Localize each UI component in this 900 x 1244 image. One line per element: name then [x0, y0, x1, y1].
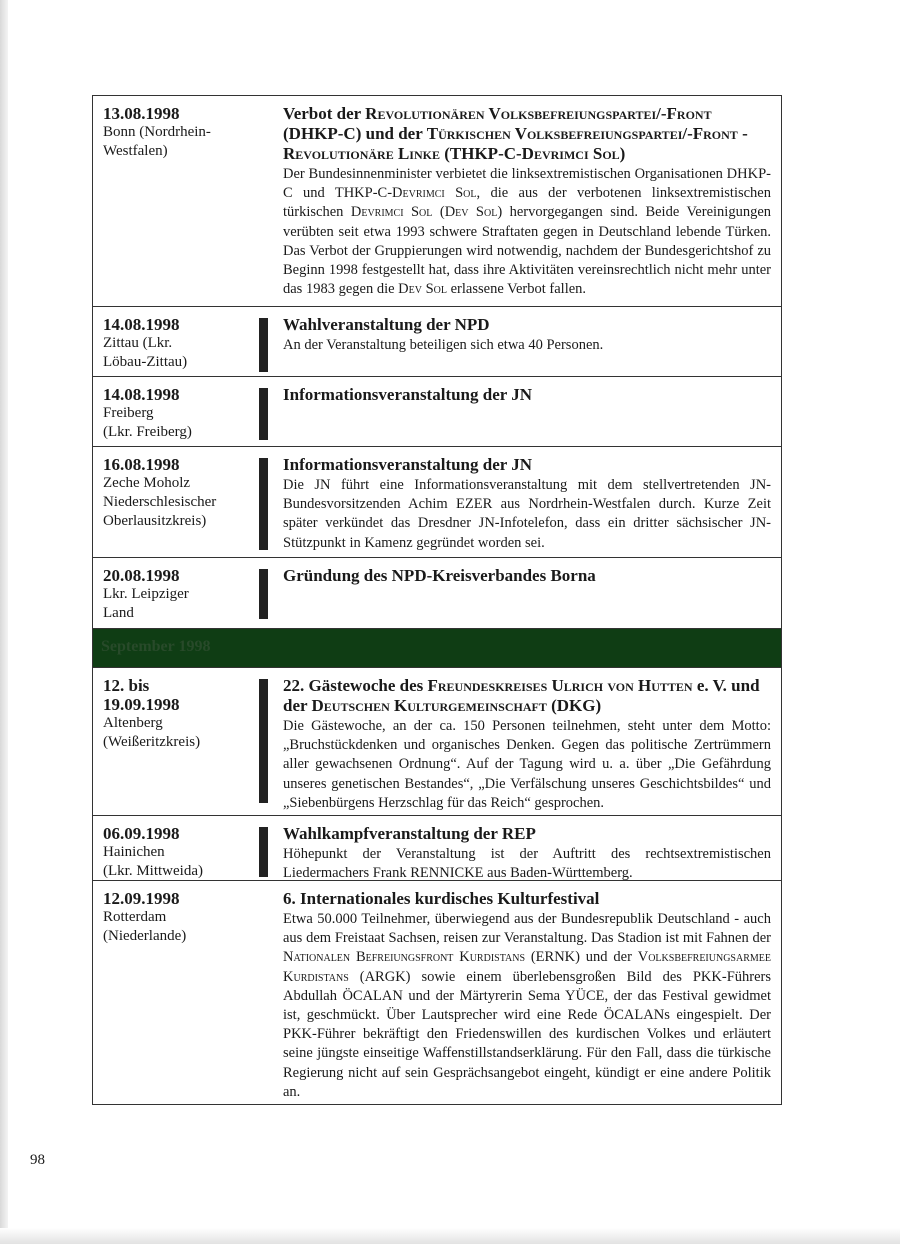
- small-caps-text: Revolutionären Volksbefreiungspartei/-Front: [365, 104, 712, 123]
- entry-row: [93, 446, 781, 557]
- entry-body: [283, 476, 771, 553]
- entry-location-line: Westfalen): [103, 143, 168, 159]
- entry-date-location: [93, 377, 247, 446]
- text-segment: e. V. und der: [283, 676, 760, 715]
- entry-title: [283, 385, 771, 405]
- entry-marker-column: [247, 816, 283, 880]
- scan-bottom-edge: [0, 1228, 900, 1244]
- text-segment: Informationsveranstaltung der JN: [283, 385, 533, 404]
- small-caps-text: Dev Sol: [444, 204, 498, 221]
- text-segment: -: [737, 124, 748, 143]
- entry-content: [283, 377, 781, 446]
- entry-marker-column: [247, 668, 283, 815]
- entry-content: [283, 307, 781, 376]
- text-segment: Verbot der: [283, 104, 366, 123]
- entry-marker-column: [247, 881, 283, 1104]
- text-segment: (: [432, 204, 445, 221]
- text-segment: 6. Internationales kurdisches Kulturfestival: [283, 889, 600, 908]
- entry-location-line: Altenberg: [103, 715, 163, 731]
- entry-location-line: (Niederlande): [103, 928, 187, 944]
- entry-title: [283, 824, 771, 844]
- text-segment: Die JN führt eine Informationsveranstaltung mit dem stellvertretenden JN-Bundesvorsitzenden Achim EZER aus Nordrhein-Westfalen durch. Kurze Zeit später verkündet das Dresdner JN-Infotelefon, dass ein dritter sächsischer JN-Stützpunkt in Kamenz gegründet worden sei.: [283, 477, 771, 551]
- entry-body: [283, 910, 771, 1102]
- entry-marker: [259, 458, 268, 550]
- entry-marker: [259, 569, 268, 619]
- entry-date-location: [93, 816, 247, 880]
- entry-location-line: Oberlausitzkreis): [103, 513, 207, 529]
- entry-date-location: [93, 447, 247, 557]
- entry-location-line: Bonn (Nordrhein-: [103, 124, 211, 140]
- entry-location-line: Zeche Moholz: [103, 475, 191, 491]
- entry-date-location: [93, 96, 247, 306]
- entry-body: [283, 336, 771, 355]
- entry-content: [283, 558, 781, 628]
- text-segment: (THKP-C-: [439, 144, 522, 163]
- small-caps-text: Revolutionäre Linke: [283, 144, 440, 163]
- entry-location-line: (Weißeritzkreis): [103, 734, 201, 750]
- entry-location-line: Löbau-Zittau): [103, 354, 188, 370]
- entry-date: 13.08.1998: [103, 104, 180, 123]
- entry-date: 06.09.1998: [103, 824, 180, 843]
- entry-location-line: Zittau (Lkr.: [103, 335, 173, 351]
- text-segment: An der Veranstaltung beteiligen sich etwa 40 Personen.: [283, 337, 604, 353]
- entry-marker: [259, 318, 268, 372]
- text-segment: ) hervorgegangen sind. Beide Vereinigungen verübten seit etwa 1993 schwere Straftaten gegen in Deutschland lebende Türken. Das Verbot der Gruppierungen wird notwendig, nachdem der Bundesgerichtshof zu Beginn 1998 festgestellt hat, dass ihre Aktivitäten vereinsrechtlich nicht mehr unter das 1983 gegen die: [283, 204, 772, 298]
- small-caps-text: Deutschen Kulturgemeinschaft: [311, 696, 547, 715]
- entry-date: 14.08.1998: [103, 315, 180, 334]
- entry-row: [93, 376, 781, 446]
- scan-page-edge: [0, 0, 8, 1244]
- entry-marker-column: [247, 447, 283, 557]
- entry-row: [93, 667, 781, 815]
- entry-date: 20.08.1998: [103, 566, 180, 585]
- chronology-table: [92, 95, 782, 1105]
- entry-location-line: Rotterdam: [103, 909, 167, 925]
- entry-marker-column: [247, 96, 283, 306]
- text-segment: Wahlveranstaltung der NPD: [283, 315, 490, 334]
- text-segment: Etwa 50.000 Teilnehmer, überwiegend aus der Bundesrepublik Deutschland - auch aus dem Freistaat Sachsen, reisen zur Veranstaltung. Das Stadion ist mit Fahnen der: [283, 911, 771, 947]
- text-segment: (ERNK) und der: [525, 949, 638, 966]
- entry-row: [93, 306, 781, 376]
- entry-location-line: Niederschlesischer: [103, 494, 217, 510]
- small-caps-text: Nationalen Befreiungsfront Kurdistans: [283, 949, 526, 966]
- entry-date-location: [93, 668, 247, 815]
- entry-title: [283, 566, 771, 586]
- entry-title: [283, 104, 771, 164]
- entry-date-location: [93, 881, 247, 1104]
- entry-content: [283, 96, 781, 306]
- entry-date-location: [93, 558, 247, 628]
- entry-location-line: Land: [103, 605, 134, 621]
- entry-row: [93, 815, 781, 880]
- small-caps-text: Devrimci Sol: [392, 185, 477, 202]
- entry-content: [283, 881, 781, 1104]
- small-caps-text: Dev Sol: [398, 281, 447, 298]
- text-segment: Gründung des NPD-Kreisverbandes Borna: [283, 566, 596, 585]
- entry-location-line: Lkr. Leipziger: [103, 586, 189, 602]
- entry-date: 16.08.1998: [103, 455, 180, 474]
- entry-row: [93, 880, 781, 1104]
- entry-body: [283, 165, 771, 299]
- text-segment: (DKG): [546, 696, 602, 715]
- text-segment: (DHKP-C) und der: [283, 124, 427, 143]
- text-segment: 22. Gästewoche des: [283, 676, 428, 695]
- small-caps-text: Freundeskreises Ulrich von Hutten: [427, 676, 693, 695]
- text-segment: erlassene Verbot fallen.: [447, 281, 587, 298]
- text-segment: Die Gästewoche, an der ca. 150 Personen teilnehmen, steht unter dem Motto: „Bruchstückdenken und organisches Denken. Gegen das politische Zertrümmern aller gewachsenen Ordnung“. Auf der Tagung wird u. a. über „Die Gefährdung unseres genetischen Bestandes“, „Die Verfälschung unseres Geschichtsbildes“ und „Siebenbürgens Herzschlag für das Reich“ gesprochen.: [283, 718, 771, 811]
- entry-title: [283, 889, 771, 909]
- text-segment: Informationsveranstaltung der JN: [283, 455, 533, 474]
- text-segment: ): [619, 144, 626, 163]
- text-segment: (ARGK) sowie einem überlebensgroßen Bild des PKK-Führers Abdullah ÖCALAN und der Märtyrerin Sema YÜCE, der das Festival gewidmet ist, geschmückt. Über Lautsprecher wird eine Rede ÖCALANs eingespielt. Der PKK-Führer bekräftigt den Friedenswillen des kurdischen Volkes und erläutert seine jüngste einseitige Waffenstillstandserklärung. Für den Fall, dass die türkische Regierung nicht auf sein Gesprächsangebot eingeht, kündigt er eine andere Politik an.: [283, 968, 771, 1100]
- entry-row: [93, 557, 781, 628]
- entry-body: [283, 717, 771, 813]
- entry-date: 12.09.1998: [103, 889, 180, 908]
- entry-marker-column: [247, 558, 283, 628]
- text-segment: Der Bundesinnenminister verbietet die linksextremistischen Organisationen DHKP-C und THKP-C-: [283, 166, 771, 202]
- small-caps-text: Türkischen Volksbefreiungspartei/-Front: [426, 124, 738, 143]
- entry-title: [283, 676, 771, 716]
- entry-date: 14.08.1998: [103, 385, 180, 404]
- entry-location-line: (Lkr. Freiberg): [103, 424, 192, 440]
- entry-title: [283, 315, 771, 335]
- entry-title: [283, 455, 771, 475]
- month-divider-bar: [93, 628, 781, 667]
- entry-location-line: Freiberg: [103, 405, 154, 421]
- text-segment: , die aus der verbotenen linksextremistischen türkischen: [283, 185, 771, 221]
- entry-date: 12. bis 19.09.1998: [103, 676, 180, 714]
- entry-content: [283, 816, 781, 880]
- entry-marker-column: [247, 307, 283, 376]
- small-caps-text: Volksbefreiungsarmee Kurdistans: [283, 949, 771, 985]
- text-segment: Wahlkampfveranstaltung der REP: [283, 824, 536, 843]
- text-segment: Höhepunkt der Veranstaltung ist der Auftritt des rechtsextremistischen Liedermachers Frank RENNICKE aus Baden-Württemberg.: [283, 846, 771, 882]
- entry-body: [283, 845, 771, 883]
- page-number: 98: [30, 1152, 45, 1168]
- entry-row: [93, 96, 781, 306]
- entry-marker: [259, 827, 268, 877]
- entry-location-line: (Lkr. Mittweida): [103, 863, 203, 879]
- entry-marker: [259, 679, 268, 803]
- month-label: September 1998: [101, 638, 211, 655]
- entry-content: [283, 447, 781, 557]
- entry-content: [283, 668, 781, 815]
- small-caps-text: Devrimci Sol: [521, 144, 620, 163]
- small-caps-text: Devrimci Sol: [350, 204, 433, 221]
- entry-marker-column: [247, 377, 283, 446]
- entry-marker: [259, 388, 268, 440]
- entry-location-line: Hainichen: [103, 844, 165, 860]
- entry-date-location: [93, 307, 247, 376]
